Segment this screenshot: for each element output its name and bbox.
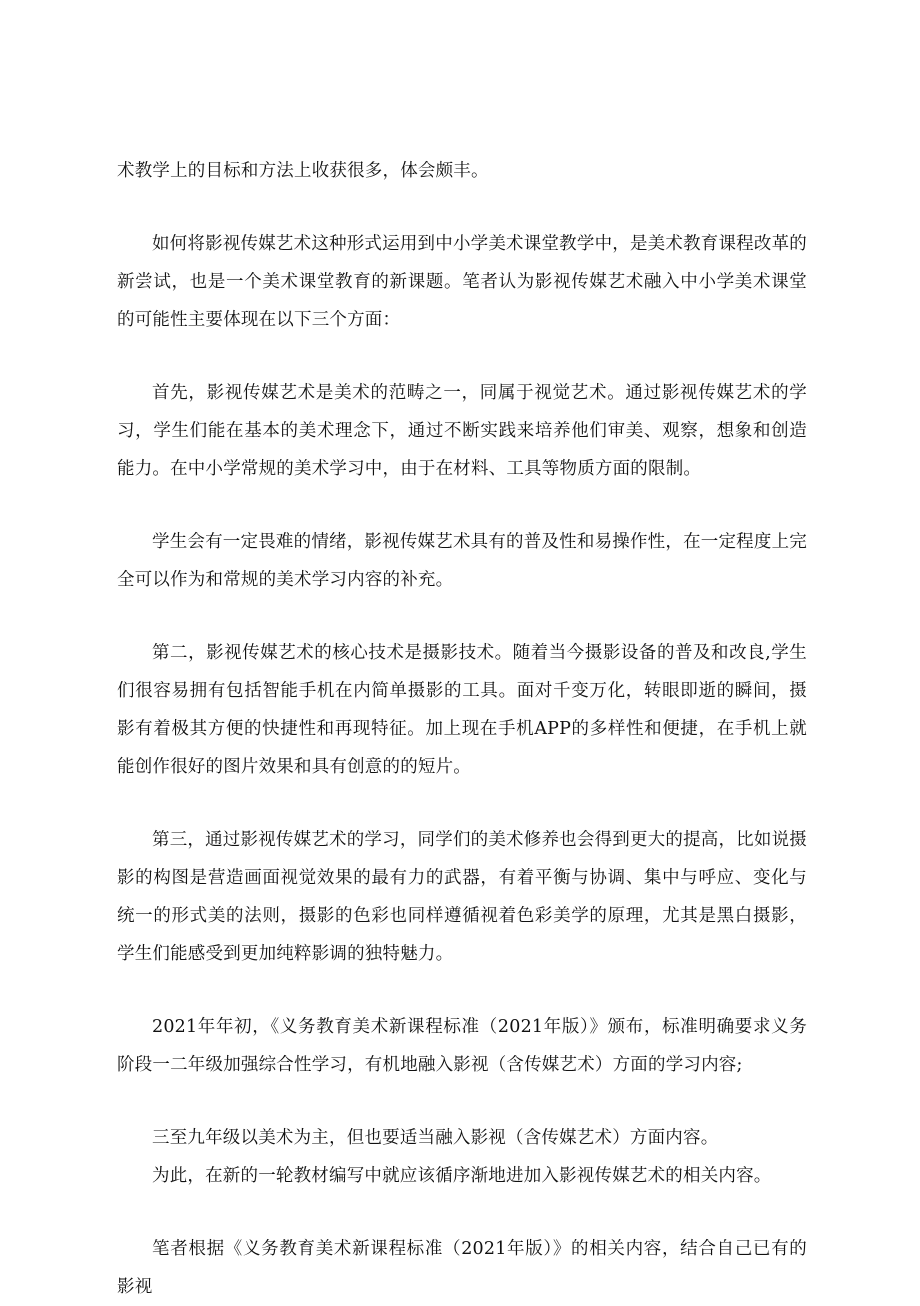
paragraph-gap xyxy=(117,786,807,821)
paragraph-gap xyxy=(117,339,807,374)
paragraph-2: 如何将影视传媒艺术这种形式运用到中小学美术课堂教学中，是美术教育课程改革的新尝试，也是一个美术课堂教育的新课题。笔者认为影视传媒艺术融入中小学美术课堂的可能性主要体现在以下三个方面： xyxy=(117,234,807,330)
paragraph-3: 首先，影视传媒艺术是美术的范畴之一，同属于视觉艺术。通过影视传媒艺术的学习，学生们能在基本的美术理念下，通过不断实践来培养他们审美、观察，想象和创造能力。在中小学常规的美术学习中，由于在材料、工具等物质方面的限制。 xyxy=(117,383,807,479)
document-body xyxy=(117,152,807,1306)
paragraph-5: 第二，影视传媒艺术的核心技术是摄影技术。随着当今摄影设备的普及和改良,学生们很容易拥有包括智能手机在内简单摄影的工具。面对千变万化，转眼即逝的瞬间，摄影有着极其方便的快捷性和再现特征。加上现在手机APP的多样性和便捷，在手机上就能创作很好的图片效果和具有创意的的短片。 xyxy=(117,643,807,777)
paragraph-9: 为此，在新的一轮教材编写中就应该循序渐地进加入影视传媒艺术的相关内容。 xyxy=(152,1166,772,1186)
paragraph-gap xyxy=(117,973,807,1008)
paragraph-gap xyxy=(117,1195,807,1230)
paragraph-gap xyxy=(117,1084,807,1119)
paragraph-8: 三至九年级以美术为主，但也要适当融入影视（含传媒艺术）方面内容。 xyxy=(152,1128,719,1148)
paragraph-4: 学生会有一定畏难的情绪，影视传媒艺术具有的普及性和易操作性，在一定程度上完全可以作为和常规的美术学习内容的补充。 xyxy=(117,532,807,590)
paragraph-10: 笔者根据《义务教育美术新课程标准（2021年版）》的相关内容，结合自己已有的影视 xyxy=(117,1239,807,1297)
paragraph-7: 2021年年初，《义务教育美术新课程标准（2021年版）》颁布，标准明确要求义务阶段一二年级加强综合性学习，有机地融入影视（含传媒艺术）方面的学习内容; xyxy=(117,1017,807,1075)
paragraph-gap xyxy=(117,599,807,634)
paragraph-gap xyxy=(117,488,807,523)
paragraph-6: 第三，通过影视传媒艺术的学习，同学们的美术修养也会得到更大的提高，比如说摄影的构图是营造画面视觉效果的最有力的武器，有着平衡与协调、集中与呼应、变化与统一的形式美的法则，摄影的色彩也同样遵循视着色彩美学的原理，尤其是黑白摄影，学生们能感受到更加纯粹影调的独特魅力。 xyxy=(117,830,807,964)
paragraph-1: 术教学上的目标和方法上收获很多，体会颇丰。 xyxy=(117,161,489,181)
paragraph-gap xyxy=(117,190,807,225)
